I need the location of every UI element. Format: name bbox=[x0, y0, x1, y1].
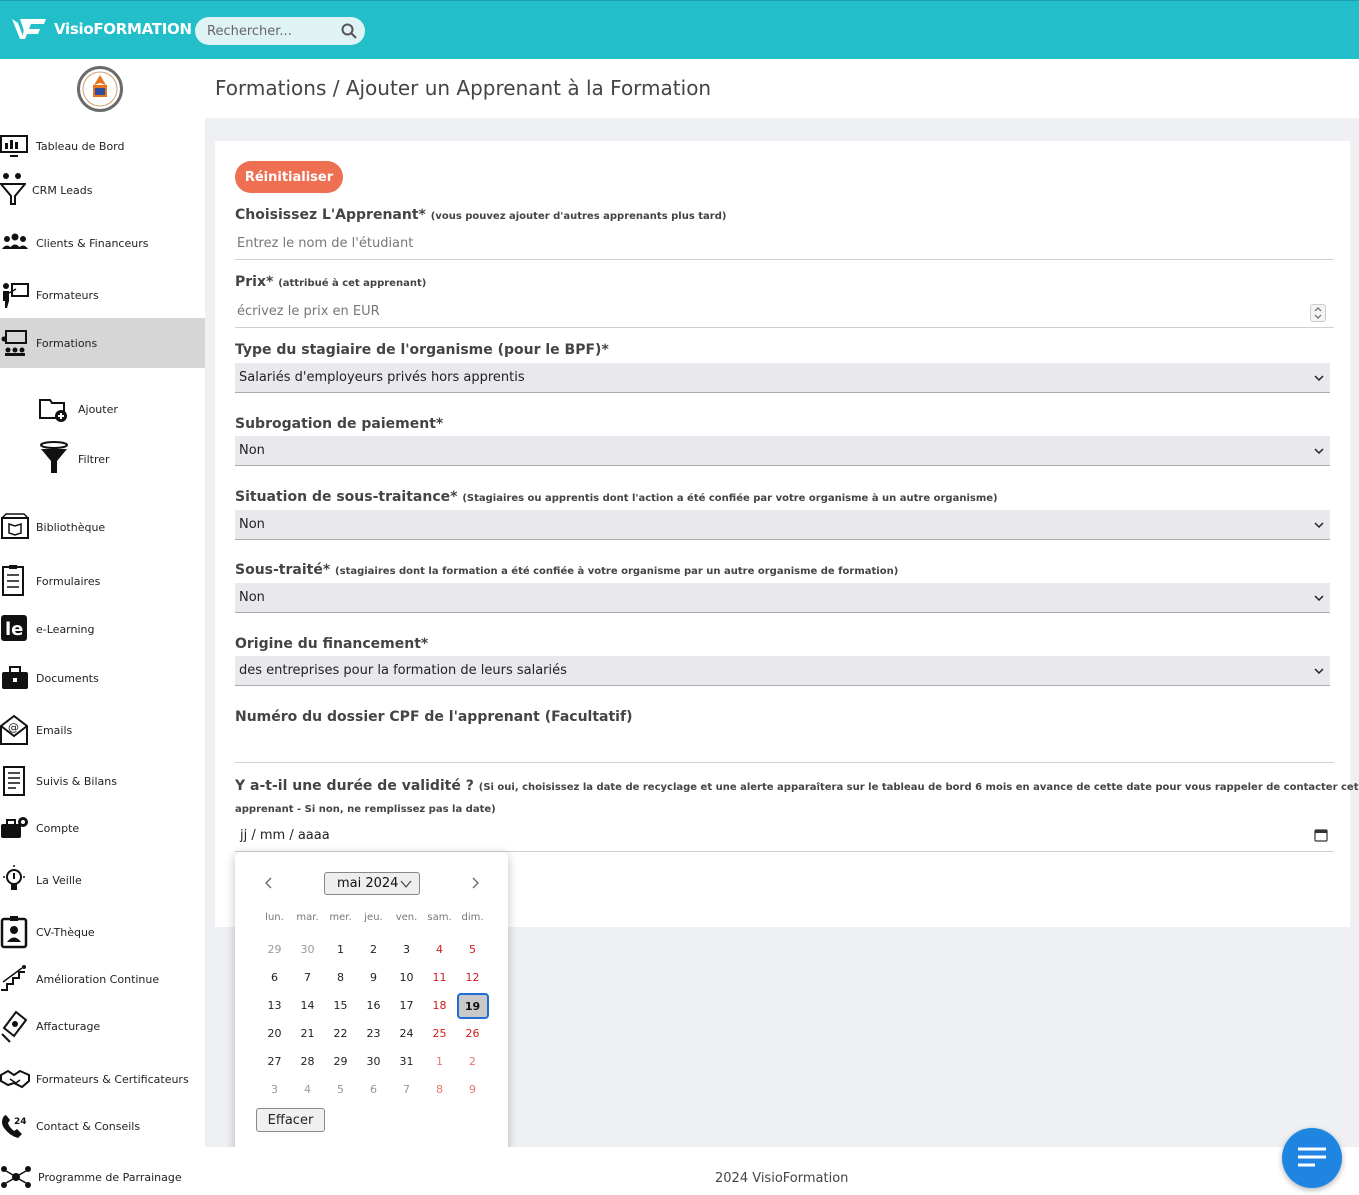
chevron-down-icon bbox=[1314, 520, 1324, 530]
footer-text: 2024 VisioFormation bbox=[715, 1171, 849, 1186]
chevron-left-icon[interactable] bbox=[263, 876, 275, 890]
sidebar-item-label: Emails bbox=[36, 723, 73, 737]
calendar-day[interactable] bbox=[291, 1048, 324, 1076]
calendar-day-number: 17 bbox=[399, 999, 414, 1012]
calendar-day-number: 31 bbox=[399, 1055, 414, 1068]
filter-icon bbox=[38, 441, 70, 477]
calendar-day-number: 12 bbox=[465, 971, 480, 984]
apprenant-label bbox=[235, 207, 726, 223]
calendar-day-number: 6 bbox=[370, 1083, 377, 1096]
calendar-day[interactable] bbox=[390, 1048, 423, 1076]
origine-select[interactable] bbox=[235, 656, 1330, 686]
calendar-weeks bbox=[258, 936, 508, 1104]
sidebar-subitem-label: Ajouter bbox=[78, 402, 118, 416]
e-learning-icon bbox=[0, 614, 30, 644]
sidebar-item-la-veille[interactable] bbox=[0, 861, 205, 899]
search-icon[interactable] bbox=[341, 23, 357, 39]
calendar-day[interactable] bbox=[357, 992, 390, 1020]
calendar-day-number: 9 bbox=[370, 971, 377, 984]
calendar-grid bbox=[258, 908, 508, 1104]
chevron-right-icon[interactable] bbox=[469, 876, 481, 890]
search-input[interactable] bbox=[207, 17, 337, 45]
svg-text:@: @ bbox=[8, 721, 19, 734]
weekday-label: ven. bbox=[395, 912, 418, 923]
calendar-week-row bbox=[258, 1048, 508, 1076]
date-picker-popup bbox=[235, 852, 508, 1154]
sidebar-item-label: Documents bbox=[36, 671, 99, 685]
calendar-week-row bbox=[258, 1076, 508, 1104]
calendar-day[interactable] bbox=[291, 1020, 324, 1048]
sidebar-item-emails[interactable] bbox=[0, 710, 205, 750]
chevron-down-icon bbox=[400, 879, 412, 889]
sidebar-item-label: Affacturage bbox=[36, 1019, 101, 1033]
calendar-day-number: 2 bbox=[469, 1055, 476, 1068]
growth-stairs-icon bbox=[0, 964, 30, 994]
chevron-down-icon bbox=[1314, 666, 1324, 676]
sidebar-item-contact-conseils[interactable] bbox=[0, 1109, 205, 1143]
calendar-day-number: 20 bbox=[267, 1027, 282, 1040]
sidebar-item-label: CRM Leads bbox=[32, 183, 93, 197]
chevron-down-icon bbox=[1314, 593, 1324, 603]
calendar-day-number: 19 bbox=[457, 993, 489, 1019]
dashboard-icon bbox=[0, 132, 30, 160]
sidebar-item-label: e-Learning bbox=[36, 622, 95, 636]
calendar-day-number: 1 bbox=[436, 1055, 443, 1068]
sous-traite-value: Non bbox=[239, 590, 265, 605]
apprenant-input[interactable] bbox=[235, 228, 1334, 260]
menu-fab-button[interactable] bbox=[1282, 1128, 1342, 1188]
sous-traite-label bbox=[235, 562, 898, 578]
sidebar-subitem-label: Filtrer bbox=[78, 452, 110, 466]
calendar-day-number: 23 bbox=[366, 1027, 381, 1040]
validite-hint-line2-wrap bbox=[235, 800, 496, 816]
prix-input[interactable] bbox=[235, 296, 1334, 328]
calendar-day[interactable] bbox=[390, 1020, 423, 1048]
classroom-icon bbox=[0, 329, 30, 357]
apprenant-label-text: Choisissez L'Apprenant* bbox=[235, 207, 426, 223]
calendar-day-number: 29 bbox=[267, 943, 282, 956]
library-icon bbox=[0, 513, 30, 541]
svg-text:24: 24 bbox=[14, 1117, 27, 1127]
calendar-day[interactable] bbox=[456, 1076, 489, 1104]
calendar-day-number: 8 bbox=[436, 1083, 443, 1096]
calendar-day[interactable] bbox=[423, 992, 456, 1020]
calendar-day-number: 30 bbox=[300, 943, 315, 956]
calendar-day-selected[interactable] bbox=[456, 992, 489, 1020]
report-icon bbox=[0, 765, 30, 797]
date-placeholder: jj / mm / aaaa bbox=[240, 828, 330, 843]
prix-hint: (attribué à cet apprenant) bbox=[278, 278, 427, 289]
sous-traitance-select[interactable] bbox=[235, 510, 1330, 540]
sidebar-item-formateurs-certificateurs[interactable] bbox=[0, 1064, 205, 1094]
sidebar-item-amelioration-continue[interactable] bbox=[0, 959, 205, 999]
email-icon bbox=[0, 714, 30, 746]
calendar-day-number: 9 bbox=[469, 1083, 476, 1096]
calendar-day[interactable] bbox=[324, 1048, 357, 1076]
brand-name: VisioFORMATION bbox=[54, 20, 192, 38]
calendar-day[interactable] bbox=[423, 964, 456, 992]
sidebar-item-suivis-bilans[interactable] bbox=[0, 763, 205, 799]
sidebar-item-formulaires[interactable] bbox=[0, 559, 205, 603]
calendar-day-number: 14 bbox=[300, 999, 315, 1012]
calendar-day[interactable] bbox=[357, 964, 390, 992]
sidebar-item-tableau-de-bord[interactable] bbox=[0, 129, 205, 163]
calendar-day-number: 30 bbox=[366, 1055, 381, 1068]
calendar-day[interactable] bbox=[357, 1048, 390, 1076]
calendar-day-number: 6 bbox=[271, 971, 278, 984]
calendar-day[interactable] bbox=[258, 936, 291, 964]
month-label: mai 2024 bbox=[337, 876, 399, 891]
calendar-day-number: 7 bbox=[403, 1083, 410, 1096]
weekday-label: sam. bbox=[427, 912, 452, 923]
sidebar-item-label: Formulaires bbox=[36, 574, 101, 588]
calendar-day[interactable] bbox=[423, 936, 456, 964]
sidebar-item-label: CV-Thèque bbox=[36, 925, 95, 939]
prix-label-text: Prix* bbox=[235, 274, 274, 290]
calendar-day[interactable] bbox=[258, 992, 291, 1020]
validite-label bbox=[235, 778, 1359, 794]
briefcase-icon bbox=[0, 664, 30, 692]
sous-traitance-label bbox=[235, 489, 998, 505]
sidebar-item-formations[interactable] bbox=[0, 318, 205, 368]
sidebar-item-label: Formations bbox=[36, 336, 98, 350]
reset-button[interactable]: Réinitialiser bbox=[235, 161, 343, 193]
calendar-day-number: 13 bbox=[267, 999, 282, 1012]
trainer-icon bbox=[0, 281, 30, 309]
sidebar-item-label: Compte bbox=[36, 821, 80, 835]
validite-hint-line2: apprenant - Si non, ne remplissez pas la date) bbox=[235, 804, 496, 815]
sidebar-subitem-filtrer[interactable] bbox=[38, 441, 110, 477]
organization-logo-icon bbox=[80, 69, 120, 109]
weekday-label: mar. bbox=[296, 912, 319, 923]
invoice-money-icon bbox=[0, 1008, 30, 1044]
sidebar-item-programme-de-parrainage[interactable] bbox=[0, 1160, 205, 1194]
calendar-day[interactable] bbox=[390, 964, 423, 992]
lightbulb-icon bbox=[0, 864, 30, 896]
calendar-day-number: 1 bbox=[337, 943, 344, 956]
calendar-day-number: 16 bbox=[366, 999, 381, 1012]
subrogation-value: Non bbox=[239, 443, 265, 458]
weekday-label: lun. bbox=[265, 912, 284, 923]
calendar-day-number: 8 bbox=[337, 971, 344, 984]
sidebar-item-label: Suivis & Bilans bbox=[36, 774, 117, 788]
sous-traite-select[interactable] bbox=[235, 583, 1330, 613]
form-card bbox=[215, 141, 1359, 927]
calendar-day[interactable] bbox=[423, 1076, 456, 1104]
calendar-day[interactable] bbox=[324, 992, 357, 1020]
calendar-day-number: 5 bbox=[337, 1083, 344, 1096]
calendar-day-number: 7 bbox=[304, 971, 311, 984]
sidebar-item-formateurs[interactable] bbox=[0, 280, 205, 310]
sidebar-item-label: Contact & Conseils bbox=[36, 1119, 141, 1133]
calendar-day-number: 21 bbox=[300, 1027, 315, 1040]
calendar-day-number: 15 bbox=[333, 999, 348, 1012]
sidebar-item-affacturage[interactable] bbox=[0, 1006, 205, 1046]
calendar-day[interactable] bbox=[258, 964, 291, 992]
validite-hint-line1: (Si oui, choisissez la date de recyclage et une alerte apparaîtera sur le tableau de bord 6 mois en avance de cette date pour vous rappeler de contacter cet bbox=[478, 782, 1359, 793]
calendar-day[interactable] bbox=[390, 992, 423, 1020]
sidebar-item-label: Formateurs bbox=[36, 288, 99, 302]
weekday-label: dim. bbox=[461, 912, 484, 923]
id-badge-icon bbox=[0, 915, 30, 949]
calendar-day[interactable] bbox=[258, 1048, 291, 1076]
calendar-day-number: 4 bbox=[304, 1083, 311, 1096]
cpf-label: Numéro du dossier CPF de l'apprenant (Facultatif) bbox=[235, 709, 633, 725]
calendar-day[interactable] bbox=[258, 1076, 291, 1104]
sidebar-item-label: Amélioration Continue bbox=[36, 972, 160, 986]
calendar-day[interactable] bbox=[423, 1048, 456, 1076]
brand[interactable] bbox=[10, 15, 192, 43]
calendar-week-row bbox=[258, 936, 508, 964]
sous-traite-label-text: Sous-traité* bbox=[235, 562, 331, 578]
referral-network-icon bbox=[0, 1163, 32, 1191]
calendar-day[interactable] bbox=[258, 1020, 291, 1048]
prix-field bbox=[235, 296, 1334, 328]
calendar-day[interactable] bbox=[456, 964, 489, 992]
cpf-input[interactable] bbox=[235, 731, 1334, 763]
calendar-day-number: 2 bbox=[370, 943, 377, 956]
type-stagiaire-label: Type du stagiaire de l'organisme (pour le BPF)* bbox=[235, 342, 609, 358]
clear-date-button[interactable]: Effacer bbox=[256, 1108, 325, 1132]
subrogation-label: Subrogation de paiement* bbox=[235, 416, 444, 432]
calendar-day[interactable] bbox=[456, 1020, 489, 1048]
calendar-day-number: 22 bbox=[333, 1027, 348, 1040]
page-header bbox=[205, 59, 1359, 118]
weekday-header bbox=[258, 908, 508, 928]
calendar-day-number: 11 bbox=[432, 971, 447, 984]
sidebar-item-label: Formateurs & Certificateurs bbox=[36, 1072, 189, 1086]
calendar-day-number: 4 bbox=[436, 943, 443, 956]
handshake-icon bbox=[0, 1065, 30, 1093]
funnel-people-icon bbox=[0, 172, 26, 208]
menu-lines-icon bbox=[1297, 1146, 1327, 1170]
month-select[interactable] bbox=[324, 872, 420, 895]
calendar-week-row bbox=[258, 964, 508, 992]
sidebar-item-label: Clients & Financeurs bbox=[36, 236, 149, 250]
calendar-day[interactable] bbox=[357, 1076, 390, 1104]
checklist-icon bbox=[0, 564, 30, 598]
calendar-day[interactable] bbox=[423, 1020, 456, 1048]
spinner-arrows-icon bbox=[1311, 305, 1325, 321]
origine-label: Origine du financement* bbox=[235, 636, 429, 652]
calendar-day-number: 18 bbox=[432, 999, 447, 1012]
weekday-label: mer. bbox=[329, 912, 352, 923]
phone-24-icon bbox=[0, 1112, 30, 1140]
sidebar-item-crm-leads[interactable] bbox=[0, 172, 205, 208]
validite-date-input[interactable] bbox=[235, 821, 1334, 852]
calendar-day[interactable] bbox=[390, 1076, 423, 1104]
add-folder-icon bbox=[38, 394, 70, 424]
top-bar bbox=[0, 0, 1359, 59]
calendar-day-number: 3 bbox=[271, 1083, 278, 1096]
clients-icon bbox=[0, 229, 30, 257]
calendar-day-number: 5 bbox=[469, 943, 476, 956]
calendar-day[interactable] bbox=[291, 964, 324, 992]
calendar-day[interactable] bbox=[324, 1020, 357, 1048]
sidebar-item-label: Tableau de Bord bbox=[36, 139, 125, 153]
calendar-day[interactable] bbox=[324, 964, 357, 992]
calendar-day-number: 28 bbox=[300, 1055, 315, 1068]
sidebar-item-compte[interactable] bbox=[0, 813, 205, 843]
origine-value: des entreprises pour la formation de leurs salariés bbox=[239, 663, 567, 678]
sous-traitance-hint: (Stagiaires ou apprentis dont l'action a été confiée par votre organisme à un autre organisme) bbox=[462, 493, 998, 504]
calendar-day-number: 25 bbox=[432, 1027, 447, 1040]
sous-traite-hint: (stagiaires dont la formation a été confiée à votre organisme par un autre organisme de formation) bbox=[335, 566, 899, 577]
calendar-day-number: 24 bbox=[399, 1027, 414, 1040]
sidebar-item-label: Bibliothèque bbox=[36, 520, 106, 534]
validite-label-text: Y a-t-il une durée de validité ? bbox=[235, 778, 474, 794]
chevron-down-icon bbox=[1314, 446, 1324, 456]
svg-text:le: le bbox=[5, 619, 24, 640]
sidebar-item-label: Programme de Parrainage bbox=[38, 1170, 182, 1184]
calendar-day[interactable] bbox=[357, 1020, 390, 1048]
chevron-down-icon bbox=[1314, 373, 1324, 383]
account-settings-icon bbox=[0, 814, 30, 842]
sous-traitance-label-text: Situation de sous-traitance* bbox=[235, 489, 458, 505]
organization-avatar[interactable] bbox=[77, 66, 123, 112]
type-stagiaire-value: Salariés d'employeurs privés hors apprentis bbox=[239, 370, 525, 385]
calendar-day[interactable] bbox=[291, 1076, 324, 1104]
footer bbox=[205, 1147, 1359, 1195]
calendar-day[interactable] bbox=[291, 992, 324, 1020]
calendar-day-number: 27 bbox=[267, 1055, 282, 1068]
calendar-day[interactable] bbox=[324, 936, 357, 964]
calendar-week-row bbox=[258, 992, 508, 1020]
calendar-day-number: 10 bbox=[399, 971, 414, 984]
sidebar-item-clients-financeurs[interactable] bbox=[0, 229, 205, 257]
apprenant-hint: (vous pouvez ajouter d'autres apprenants plus tard) bbox=[430, 211, 727, 222]
calendar-icon[interactable] bbox=[1314, 828, 1328, 842]
calendar-day[interactable] bbox=[456, 936, 489, 964]
calendar-day-number: 26 bbox=[465, 1027, 480, 1040]
prix-label bbox=[235, 274, 426, 290]
calendar-day[interactable] bbox=[291, 936, 324, 964]
sous-traitance-value: Non bbox=[239, 517, 265, 532]
calendar-day-number: 29 bbox=[333, 1055, 348, 1068]
sidebar-item-bibliotheque[interactable] bbox=[0, 513, 205, 541]
calendar-day-number: 3 bbox=[403, 943, 410, 956]
brand-logo-icon bbox=[10, 15, 50, 43]
sidebar-item-label: La Veille bbox=[36, 873, 82, 887]
sidebar bbox=[0, 59, 205, 1195]
number-spinner[interactable] bbox=[1310, 304, 1326, 322]
sidebar-item-cv-theque[interactable] bbox=[0, 912, 205, 952]
calendar-day[interactable] bbox=[390, 936, 423, 964]
calendar-day[interactable] bbox=[324, 1076, 357, 1104]
type-stagiaire-select[interactable] bbox=[235, 363, 1330, 393]
calendar-day[interactable] bbox=[357, 936, 390, 964]
weekday-label: jeu. bbox=[364, 912, 383, 923]
sidebar-subitem-ajouter[interactable] bbox=[38, 394, 118, 424]
sidebar-item-documents[interactable] bbox=[0, 662, 205, 694]
search-box bbox=[195, 17, 365, 45]
page-title: Formations / Ajouter un Apprenant à la Formation bbox=[215, 76, 712, 100]
calendar-day[interactable] bbox=[456, 1048, 489, 1076]
sidebar-item-e-learning[interactable] bbox=[0, 610, 205, 648]
calendar-week-row bbox=[258, 1020, 508, 1048]
subrogation-select[interactable] bbox=[235, 436, 1330, 466]
